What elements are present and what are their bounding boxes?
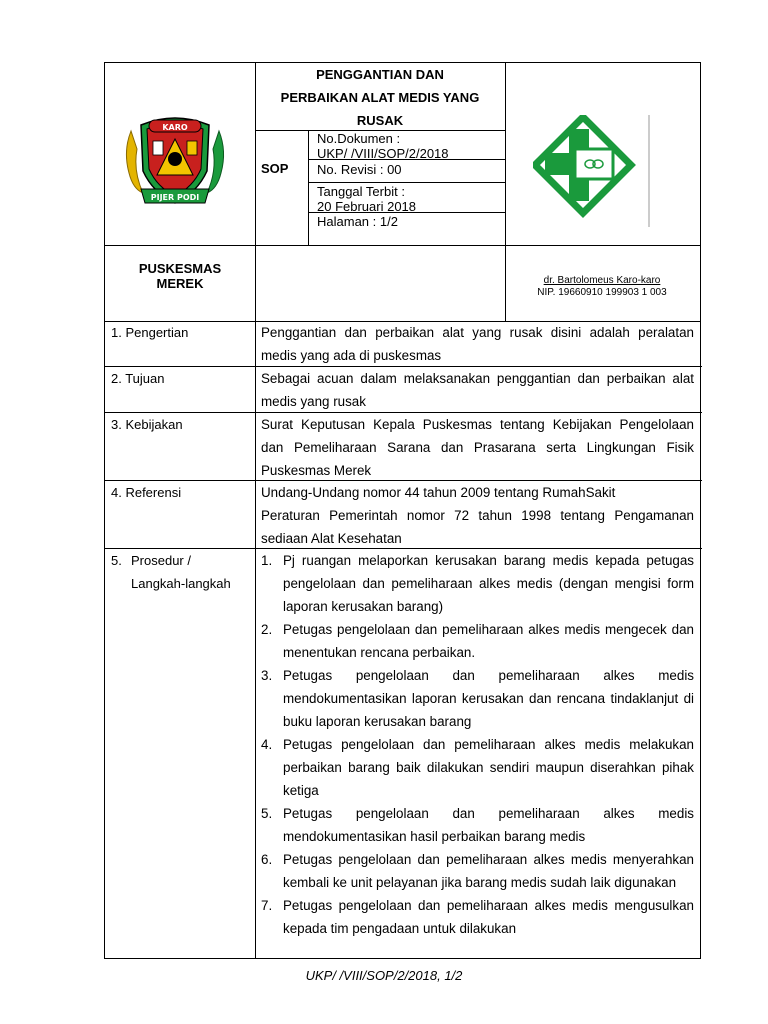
regency-crest-logo: [119, 111, 231, 216]
signer-name: dr. Bartolomeus Karo-karo: [543, 275, 661, 286]
section-label: 4. Referensi: [111, 485, 182, 500]
step-number: 4.: [261, 737, 273, 752]
step-item: [261, 618, 694, 664]
title-line: RUSAK: [356, 113, 404, 128]
step-number: 2.: [261, 622, 273, 637]
section-text: [261, 549, 694, 940]
step-text: Petugas pengelolaan dan pemeliharaan alkes medis mendokumentasikan laporan kerusakan dan rencana tindaklanjut di buku laporan kerusakan barang: [283, 668, 694, 729]
sop-label: SOP: [261, 161, 289, 176]
section-tujuan: [105, 367, 702, 413]
step-text: Petugas pengelolaan dan pemeliharaan alkes medis menyerahkan kembali ke unit pelayanan jika barang medis sudah laik digunakan: [283, 852, 694, 890]
step-text: Petugas pengelolaan dan pemeliharaan alkes medis mendokumentasikan hasil perbaikan barang medis: [283, 806, 694, 844]
step-text: Pj ruangan melaporkan kerusakan barang medis kepada petugas pengelolaan dan pemeliharaan alkes medis (dengan mengisi form laporan kerusakan barang): [283, 553, 694, 614]
step-item: [261, 802, 694, 848]
section-kebijakan: [105, 413, 702, 481]
divider: [505, 245, 506, 321]
svg-text:PIJER PODI: PIJER PODI: [150, 193, 200, 202]
divider: [255, 245, 256, 321]
svg-text:KARO: KARO: [162, 123, 188, 132]
divider: [308, 130, 309, 246]
signature-block: [507, 275, 697, 299]
no-dokumen-label: No.Dokumen :: [317, 131, 401, 146]
divider: [505, 63, 506, 246]
section-text: Surat Keputusan Kepala Puskesmas tentang Kebijakan Pengelolaan dan Pemeliharaan Sarana dan Prasarana serta Lingkungan Fisik Puskesmas Merek: [261, 417, 694, 478]
step-number: 6.: [261, 852, 273, 867]
no-dokumen: [317, 131, 449, 161]
title-line: PERBAIKAN ALAT MEDIS YANG: [280, 90, 480, 105]
step-number: 1.: [261, 553, 273, 568]
section-label: 3. Kebijakan: [111, 417, 183, 432]
tanggal-value: 20 Februari 2018: [317, 199, 417, 214]
section-number: 5.: [111, 553, 122, 568]
sop-body: [104, 321, 701, 959]
step-text: Petugas pengelolaan dan pemeliharaan alkes medis mengusulkan kepada tim pengadaan untuk dilakukan: [283, 898, 694, 936]
step-item: [261, 664, 694, 733]
step-number: 3.: [261, 668, 273, 683]
sop-header: [104, 62, 701, 246]
puskesmas-line: PUSKESMAS: [138, 261, 222, 276]
section-prosedur: [105, 549, 702, 958]
puskesmas-line: MEREK: [156, 276, 204, 291]
step-item: [261, 733, 694, 802]
puskesmas-logo: [533, 115, 653, 232]
step-item: [261, 848, 694, 894]
signer-nip: NIP. 19660910 199903 1 003: [537, 287, 667, 298]
step-text: Petugas pengelolaan dan pemeliharaan alkes medis mengecek dan menentukan rencana perbaikan.: [283, 622, 694, 660]
section-referensi: [105, 481, 702, 549]
steps-list: [261, 549, 694, 940]
halaman: Halaman : 1/2: [317, 214, 398, 229]
section-pengertian: [105, 321, 702, 367]
section-label: 2. Tujuan: [111, 371, 165, 386]
no-dokumen-value: UKP/ /VIII/SOP/2/2018: [317, 146, 449, 161]
step-item: [261, 549, 694, 618]
referensi-line: Peraturan Pemerintah nomor 72 tahun 1998 tentang Pengamanan sediaan Alat Kesehatan: [261, 508, 694, 546]
referensi-line: Undang-Undang nomor 44 tahun 2009 tentang RumahSakit: [261, 485, 616, 500]
step-number: 5.: [261, 806, 273, 821]
label-line: Langkah-langkah: [131, 576, 231, 591]
tanggal-label: Tanggal Terbit :: [317, 184, 405, 199]
step-item: [261, 894, 694, 940]
section-label: [111, 549, 253, 595]
identity-row: [104, 245, 701, 322]
page-footer: UKP/ /VIII/SOP/2/2018, 1/2: [305, 968, 463, 983]
section-text: Penggantian dan perbaikan alat yang rusak disini adalah peralatan medis yang ada di puskesmas: [261, 325, 694, 363]
title-line: PENGGANTIAN DAN: [316, 67, 444, 82]
no-revisi: No. Revisi : 00: [317, 162, 402, 177]
label-line: Prosedur /: [131, 553, 191, 568]
step-number: 7.: [261, 898, 273, 913]
section-text: [261, 481, 694, 550]
section-label: 1. Pengertian: [111, 325, 189, 340]
step-text: Petugas pengelolaan dan pemeliharaan alkes medis melakukan perbaikan barang baik dilakukan sendiri maupun diserahkan pihak ketiga: [283, 737, 694, 798]
divider: [308, 182, 505, 183]
tanggal-terbit: [317, 184, 416, 214]
section-text: Sebagai acuan dalam melaksanakan penggantian dan perbaikan alat medis yang rusak: [261, 371, 694, 409]
puskesmas-name: [105, 261, 255, 291]
document-title: [255, 63, 505, 132]
